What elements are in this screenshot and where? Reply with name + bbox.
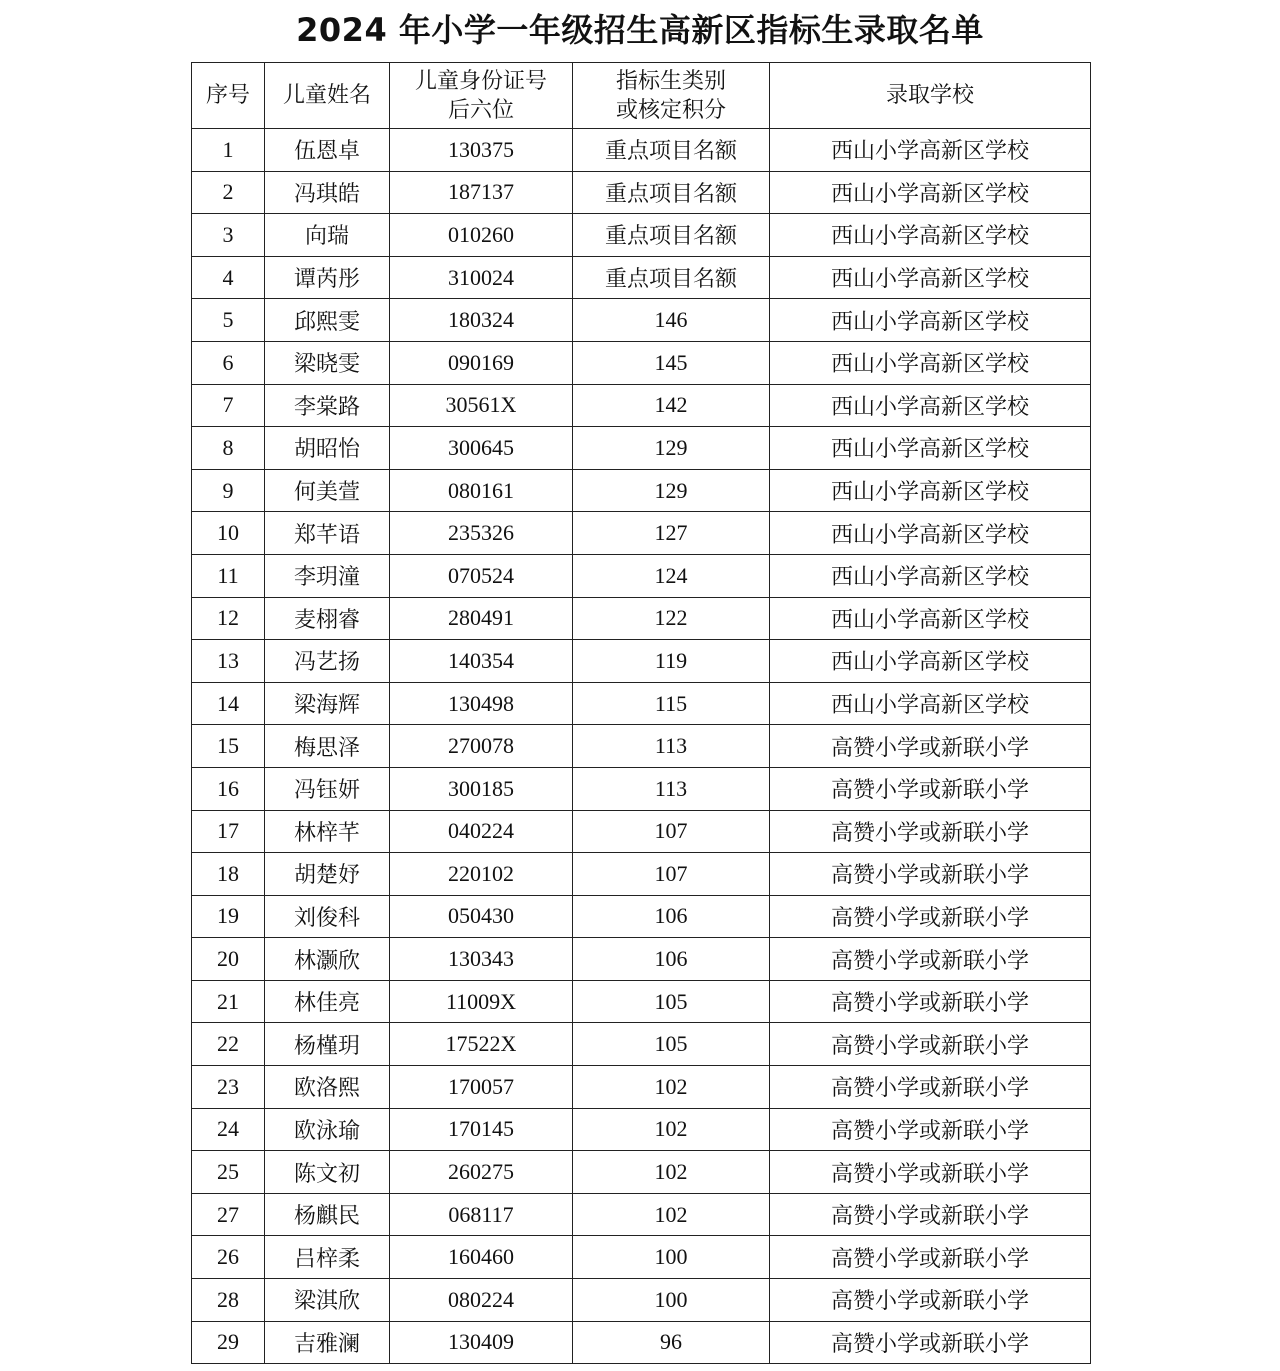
table-row: [192, 512, 1091, 555]
table-row: [192, 640, 1091, 683]
row-category-or-score: 106: [573, 895, 770, 938]
row-child-name: 林梓芊: [265, 810, 390, 853]
row-child-name: 谭芮彤: [265, 256, 390, 299]
row-index: 10: [192, 512, 265, 555]
row-index: 18: [192, 853, 265, 896]
row-category-or-score: 107: [573, 853, 770, 896]
row-category-or-score: 115: [573, 682, 770, 725]
table-row: [192, 725, 1091, 768]
row-index: 1: [192, 129, 265, 172]
row-id-last-six: 280491: [390, 597, 573, 640]
table-row: [192, 256, 1091, 299]
row-category-or-score: 142: [573, 384, 770, 427]
table-row: [192, 597, 1091, 640]
row-category-or-score: 129: [573, 469, 770, 512]
table-row: [192, 427, 1091, 470]
row-id-last-six: 220102: [390, 853, 573, 896]
row-category-or-score: 96: [573, 1321, 770, 1364]
row-index: 6: [192, 341, 265, 384]
row-admitted-school: 西山小学高新区学校: [770, 597, 1091, 640]
row-index: 4: [192, 256, 265, 299]
row-id-last-six: 160460: [390, 1236, 573, 1279]
header-id-last-six: [390, 63, 573, 129]
row-index: 16: [192, 767, 265, 810]
row-category-or-score: 113: [573, 767, 770, 810]
row-index: 21: [192, 980, 265, 1023]
row-child-name: 欧泳瑜: [265, 1108, 390, 1151]
table-row: [192, 895, 1091, 938]
row-admitted-school: 西山小学高新区学校: [770, 341, 1091, 384]
row-id-last-six: 090169: [390, 341, 573, 384]
row-child-name: 胡楚妤: [265, 853, 390, 896]
row-admitted-school: 高赞小学或新联小学: [770, 767, 1091, 810]
admission-list-table: [191, 62, 1091, 1364]
table-row: [192, 554, 1091, 597]
row-index: 8: [192, 427, 265, 470]
row-category-or-score: 122: [573, 597, 770, 640]
row-category-or-score: 106: [573, 938, 770, 981]
row-index: 15: [192, 725, 265, 768]
row-index: 5: [192, 299, 265, 342]
row-id-last-six: 300185: [390, 767, 573, 810]
row-category-or-score: 102: [573, 1193, 770, 1236]
row-child-name: 伍恩卓: [265, 129, 390, 172]
row-category-or-score: 113: [573, 725, 770, 768]
row-id-last-six: 040224: [390, 810, 573, 853]
row-child-name: 邱熙雯: [265, 299, 390, 342]
row-child-name: 冯琪皓: [265, 171, 390, 214]
table-row: [192, 384, 1091, 427]
row-admitted-school: 高赞小学或新联小学: [770, 1321, 1091, 1364]
table-row: [192, 767, 1091, 810]
row-id-last-six: 187137: [390, 171, 573, 214]
row-id-last-six: 080224: [390, 1279, 573, 1322]
table-row: [192, 214, 1091, 257]
row-category-or-score: 105: [573, 980, 770, 1023]
page-title: 2024 年小学一年级招生高新区指标生录取名单: [296, 11, 984, 49]
row-child-name: 梁淇欣: [265, 1279, 390, 1322]
row-id-last-six: 270078: [390, 725, 573, 768]
row-admitted-school: 高赞小学或新联小学: [770, 895, 1091, 938]
row-admitted-school: 西山小学高新区学校: [770, 640, 1091, 683]
table-row: [192, 1023, 1091, 1066]
header-id-line1: 儿童身份证号: [414, 68, 547, 94]
row-category-or-score: 102: [573, 1108, 770, 1151]
row-child-name: 梅思泽: [265, 725, 390, 768]
row-category-or-score: 107: [573, 810, 770, 853]
row-admitted-school: 西山小学高新区学校: [770, 682, 1091, 725]
row-index: 17: [192, 810, 265, 853]
row-category-or-score: 127: [573, 512, 770, 555]
row-admitted-school: 西山小学高新区学校: [770, 214, 1091, 257]
row-category-or-score: 145: [573, 341, 770, 384]
row-child-name: 何美萱: [265, 469, 390, 512]
table-row: [192, 853, 1091, 896]
row-id-last-six: 260275: [390, 1151, 573, 1194]
table-row: [192, 980, 1091, 1023]
row-index: 20: [192, 938, 265, 981]
row-admitted-school: 高赞小学或新联小学: [770, 938, 1091, 981]
row-id-last-six: 170057: [390, 1066, 573, 1109]
table-row: [192, 1151, 1091, 1194]
row-index: 24: [192, 1108, 265, 1151]
row-id-last-six: 050430: [390, 895, 573, 938]
row-id-last-six: 170145: [390, 1108, 573, 1151]
row-child-name: 胡昭怡: [265, 427, 390, 470]
header-category-line1: 指标生类别: [615, 68, 726, 94]
row-admitted-school: 高赞小学或新联小学: [770, 1236, 1091, 1279]
row-category-or-score: 105: [573, 1023, 770, 1066]
row-index: 28: [192, 1279, 265, 1322]
row-admitted-school: 西山小学高新区学校: [770, 554, 1091, 597]
table-row: [192, 1193, 1091, 1236]
table-row: [192, 469, 1091, 512]
row-admitted-school: 高赞小学或新联小学: [770, 1066, 1091, 1109]
row-category-or-score: 100: [573, 1279, 770, 1322]
row-index: 23: [192, 1066, 265, 1109]
table-row: [192, 171, 1091, 214]
header-admitted-school: 录取学校: [770, 63, 1091, 129]
row-admitted-school: 高赞小学或新联小学: [770, 725, 1091, 768]
row-index: 29: [192, 1321, 265, 1364]
row-category-or-score: 119: [573, 640, 770, 683]
row-child-name: 冯艺扬: [265, 640, 390, 683]
row-category-or-score: 重点项目名额: [573, 171, 770, 214]
row-id-last-six: 130343: [390, 938, 573, 981]
row-child-name: 梁海辉: [265, 682, 390, 725]
row-admitted-school: 高赞小学或新联小学: [770, 1023, 1091, 1066]
row-id-last-six: 130375: [390, 129, 573, 172]
row-id-last-six: 17522X: [390, 1023, 573, 1066]
row-index: 13: [192, 640, 265, 683]
table-row: [192, 938, 1091, 981]
row-id-last-six: 070524: [390, 554, 573, 597]
row-admitted-school: 高赞小学或新联小学: [770, 980, 1091, 1023]
header-child-name: 儿童姓名: [265, 63, 390, 129]
row-index: 25: [192, 1151, 265, 1194]
row-id-last-six: 300645: [390, 427, 573, 470]
row-index: 22: [192, 1023, 265, 1066]
row-category-or-score: 重点项目名额: [573, 256, 770, 299]
row-child-name: 郑芊语: [265, 512, 390, 555]
row-admitted-school: 高赞小学或新联小学: [770, 1193, 1091, 1236]
header-category-or-score: [573, 63, 770, 129]
row-child-name: 李棠路: [265, 384, 390, 427]
row-child-name: 林佳亮: [265, 980, 390, 1023]
table-row: [192, 810, 1091, 853]
row-index: 14: [192, 682, 265, 725]
table-row: [192, 1279, 1091, 1322]
row-child-name: 欧洛熙: [265, 1066, 390, 1109]
row-child-name: 吕梓柔: [265, 1236, 390, 1279]
table-row: [192, 299, 1091, 342]
row-id-last-six: 310024: [390, 256, 573, 299]
table-header-row: [192, 63, 1091, 129]
table-row: [192, 341, 1091, 384]
row-category-or-score: 146: [573, 299, 770, 342]
row-admitted-school: 西山小学高新区学校: [770, 129, 1091, 172]
row-index: 3: [192, 214, 265, 257]
row-admitted-school: 高赞小学或新联小学: [770, 1279, 1091, 1322]
row-category-or-score: 102: [573, 1151, 770, 1194]
row-id-last-six: 130498: [390, 682, 573, 725]
row-category-or-score: 124: [573, 554, 770, 597]
row-child-name: 梁晓雯: [265, 341, 390, 384]
row-index: 9: [192, 469, 265, 512]
row-admitted-school: 西山小学高新区学校: [770, 512, 1091, 555]
table-body: [192, 129, 1091, 1364]
row-admitted-school: 西山小学高新区学校: [770, 384, 1091, 427]
row-admitted-school: 西山小学高新区学校: [770, 171, 1091, 214]
row-child-name: 麦栩睿: [265, 597, 390, 640]
header-index: 序号: [192, 63, 265, 129]
row-admitted-school: 西山小学高新区学校: [770, 299, 1091, 342]
row-admitted-school: 西山小学高新区学校: [770, 469, 1091, 512]
row-index: 7: [192, 384, 265, 427]
row-category-or-score: 129: [573, 427, 770, 470]
table-row: [192, 129, 1091, 172]
row-admitted-school: 高赞小学或新联小学: [770, 1151, 1091, 1194]
table-row: [192, 682, 1091, 725]
row-admitted-school: 高赞小学或新联小学: [770, 853, 1091, 896]
row-category-or-score: 重点项目名额: [573, 214, 770, 257]
row-index: 26: [192, 1236, 265, 1279]
header-id-line2: 后六位: [447, 97, 514, 123]
row-child-name: 向瑞: [265, 214, 390, 257]
row-id-last-six: 30561X: [390, 384, 573, 427]
row-admitted-school: 西山小学高新区学校: [770, 256, 1091, 299]
row-id-last-six: 130409: [390, 1321, 573, 1364]
row-admitted-school: 高赞小学或新联小学: [770, 1108, 1091, 1151]
row-index: 2: [192, 171, 265, 214]
row-id-last-six: 010260: [390, 214, 573, 257]
table-row: [192, 1236, 1091, 1279]
row-id-last-six: 068117: [390, 1193, 573, 1236]
table-row: [192, 1321, 1091, 1364]
row-id-last-six: 080161: [390, 469, 573, 512]
row-category-or-score: 102: [573, 1066, 770, 1109]
row-id-last-six: 11009X: [390, 980, 573, 1023]
row-id-last-six: 235326: [390, 512, 573, 555]
row-id-last-six: 140354: [390, 640, 573, 683]
row-index: 27: [192, 1193, 265, 1236]
header-category-line2: 或核定积分: [615, 97, 726, 123]
row-category-or-score: 重点项目名额: [573, 129, 770, 172]
row-admitted-school: 高赞小学或新联小学: [770, 810, 1091, 853]
row-child-name: 林灏欣: [265, 938, 390, 981]
row-child-name: 刘俊科: [265, 895, 390, 938]
row-id-last-six: 180324: [390, 299, 573, 342]
table-row: [192, 1108, 1091, 1151]
row-child-name: 冯钰妍: [265, 767, 390, 810]
row-admitted-school: 西山小学高新区学校: [770, 427, 1091, 470]
row-index: 12: [192, 597, 265, 640]
row-index: 19: [192, 895, 265, 938]
row-category-or-score: 100: [573, 1236, 770, 1279]
row-child-name: 杨槿玥: [265, 1023, 390, 1066]
row-index: 11: [192, 554, 265, 597]
row-child-name: 李玥潼: [265, 554, 390, 597]
row-child-name: 杨麒民: [265, 1193, 390, 1236]
table-row: [192, 1066, 1091, 1109]
row-child-name: 陈文初: [265, 1151, 390, 1194]
row-child-name: 吉雅澜: [265, 1321, 390, 1364]
